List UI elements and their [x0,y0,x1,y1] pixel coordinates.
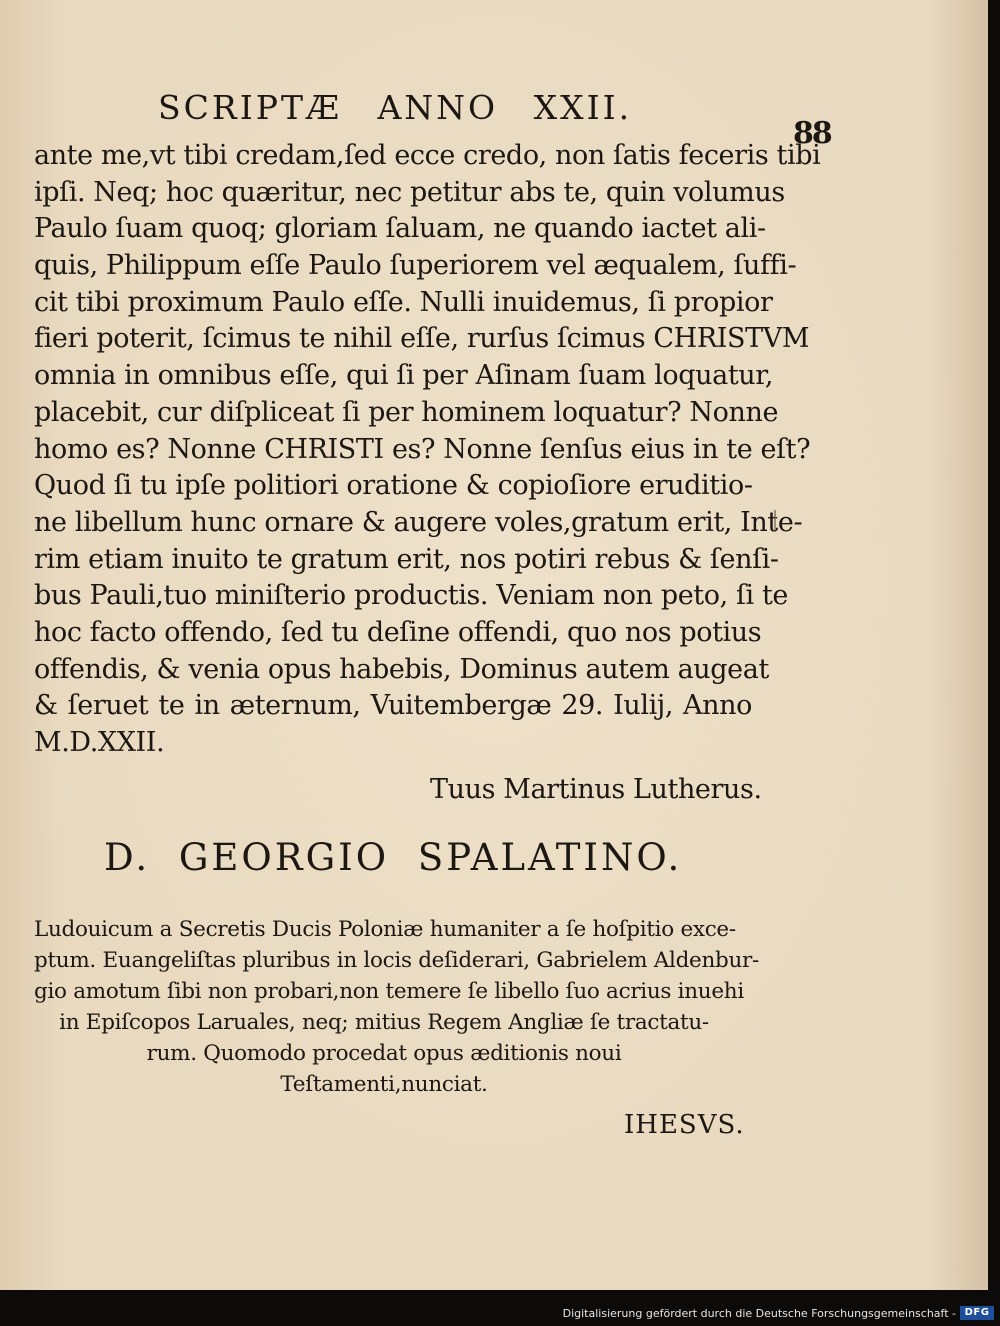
summary-line: Ludouicum a Secretis Ducis Poloniæ humaniter a ſe hoſpitio exce- [34,917,736,942]
summary-line: rum. Quomodo procedat opus æditionis noui [146,1041,622,1066]
body-line: cit tibi proximum Paulo eſſe. Nulli inuidemus, ſi propior [34,286,773,318]
body-line: Paulo ſuam quoq; gloriam ſaluam, ne quando iactet ali- [34,213,766,245]
body-line: omnia in omnibus eſſe, qui ſi per Aſinam ſuam loquatur, [34,360,774,392]
body-line: rim etiam inuito te gratum erit, nos potiri rebus & ſenſi- [34,543,779,575]
summary-line: Teſtamenti,nunciat. [280,1072,488,1097]
signature: Tuus Martinus Lutherus. [430,774,762,805]
body-line: quis, Philippum eſſe Paulo ſuperiorem vel æqualem, ſuffi- [34,250,797,282]
body-line: Quod ſi tu ipſe politiori oratione & copioſiore eruditio- [34,470,753,502]
body-line: placebit, cur diſpliceat ſi per hominem loquatur? Nonne [34,396,779,428]
dfg-logo: DFG [960,1306,994,1320]
body-line: ipſi. Neq; hoc quæritur, nec petitur abs te, quin volumus [34,176,785,208]
digitization-credit: Digitalisierung gefördert durch die Deutsche Forschungsgemeinschaft - [562,1307,956,1320]
body-line: ne libellum hunc ornare & augere voles,gratum erit, Inte- [34,506,803,538]
summary-line: in Epiſcopos Laruales, neq; mitius Regem Angliæ ſe tractatu- [59,1010,709,1035]
summary-line: gio amotum ſibi non probari,non temere ſe libello ſuo acrius inuehi [34,979,744,1004]
letter-heading: D. GEORGIO SPALATINO. [104,836,683,879]
letter-body [34,138,821,762]
running-head: SCRIPTÆ ANNO XXII. [158,88,633,127]
body-line: offendis, & venia opus habebis, Dominus autem augeat [34,653,769,685]
body-line: homo es? Nonne CHRISTI es? Nonne ſenſus eius in te eſt? [34,433,811,465]
body-line: hoc facto offendo, ſed tu deſine offendi, quo nos potius [34,616,762,648]
margin-mark [774,510,782,532]
body-line: fieri poterit, ſcimus te nihil eſſe, rurſus ſcimus CHRISTVM [34,323,810,355]
body-line: M.D.XXII. [34,727,165,758]
letter-summary [34,914,759,1100]
page-number: 88 [793,116,831,151]
body-line: ante me,vt tibi credam,ſed ecce credo, non ſatis feceris tibi [34,140,821,171]
body-line: & ſeruet te in æternum, Vuitembergæ 29. Iulij, Anno [34,690,752,722]
summary-line: ptum. Euangeliſtas pluribus in locis deſiderari, Gabrielem Aldenbur- [34,948,759,973]
body-line: bus Pauli,tuo miniſterio productis. Veniam non peto, ſi te [34,580,788,612]
closing-word: IHESVS. [624,1110,745,1140]
